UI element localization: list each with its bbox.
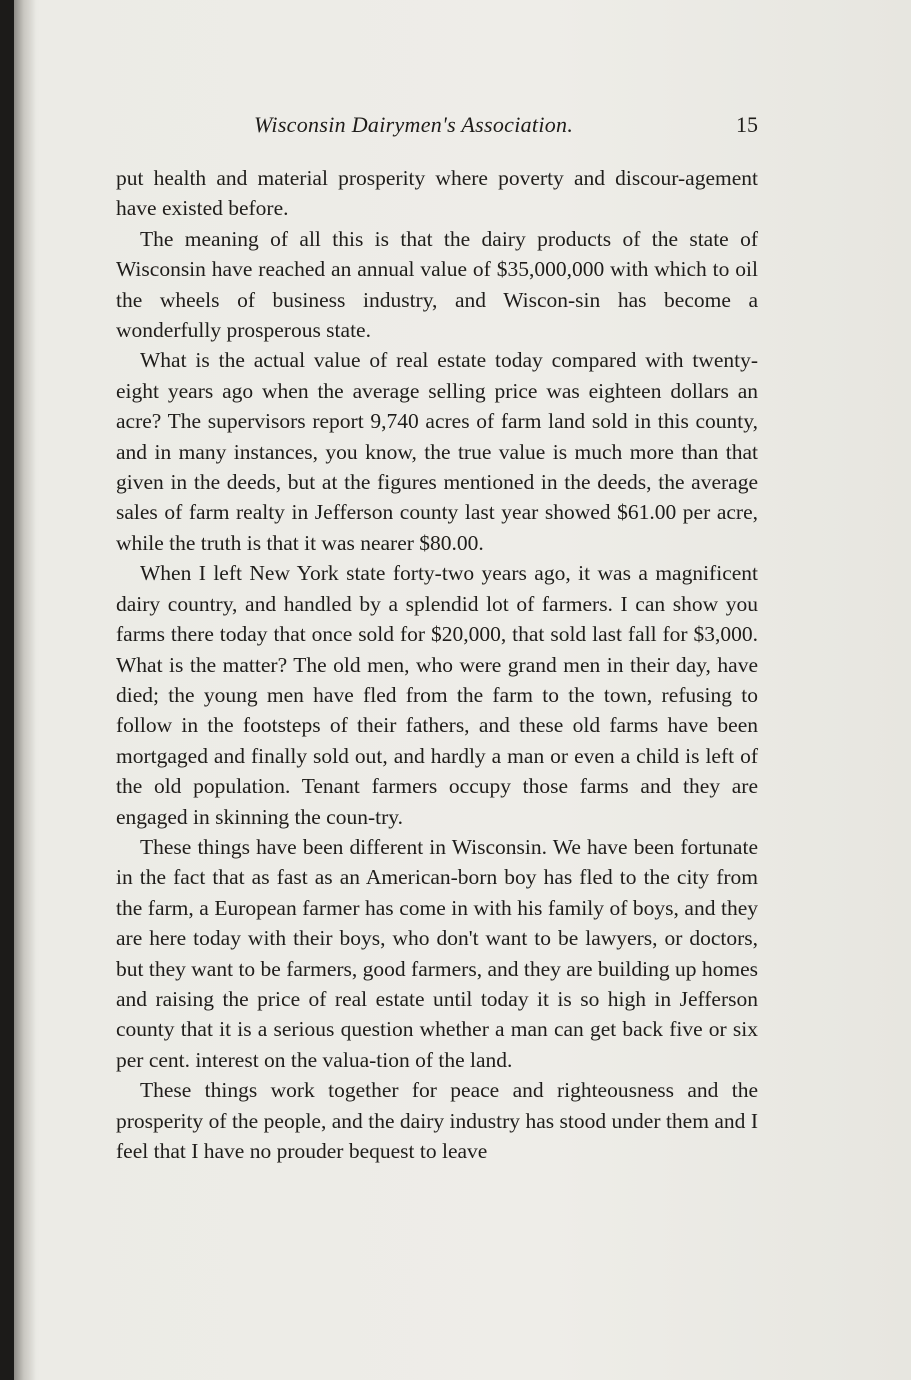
body-text (116, 163, 758, 1166)
paragraph: What is the actual value of real estate today compared with twenty-eight years ago when the average selling price was eighteen dollars an acre? The supervisors report 9,740 acres of farm land sold in this county, and in many instances, you know, the true value is much more than that given in the deeds, but at the figures mentioned in the deeds, the average sales of farm realty in Jefferson county last year showed $61.00 per acre, while the truth is that it was nearer $80.00. (116, 348, 758, 555)
paragraph: put health and material prosperity where poverty and discour-agement have existed before. (116, 166, 758, 221)
running-head (116, 112, 758, 144)
gutter-shadow (14, 0, 36, 1380)
paragraph: These things have been different in Wisconsin. We have been fortunate in the fact that as fast as an American-born boy has fled to the city from the farm, a European farmer has come in with his family of boys, and they are here today with their boys, who don't want to be lawyers, or doctors, but they want to be farmers, good farmers, and they are building up homes and raising the price of real estate until today it is so high in Jefferson county that it is a serious question whether a man can get back five or six per cent. interest on the valua-tion of the land. (116, 834, 758, 1072)
page-number: 15 (736, 112, 758, 137)
paragraph: When I left New York state forty-two years ago, it was a magnificent dairy country, and handled by a splendid lot of farmers. I can show you farms there today that once sold for $20,000, that sold last fall for $3,000. What is the matter? The old men, who were grand men in their day, have died; the young men have fled from the farm to the town, refusing to follow in the footsteps of their fathers, and these old farms have been mortgaged and finally sold out, and hardly a man or even a child is left of the old population. Tenant farmers occupy those farms and they are engaged in skinning the coun-try. (116, 561, 758, 829)
paragraph: The meaning of all this is that the dairy products of the state of Wisconsin have reached an annual value of $35,000,000 with which to oil the wheels of business industry, and Wiscon-sin has become a wonderfully prosperous state. (116, 226, 758, 343)
binding-edge (0, 0, 14, 1380)
running-title: Wisconsin Dairymen's Association. (254, 112, 574, 137)
paragraph: These things work together for peace and righteousness and the prosperity of the people, and the dairy industry has stood under them and I feel that I have no prouder bequest to leave (116, 1078, 758, 1163)
